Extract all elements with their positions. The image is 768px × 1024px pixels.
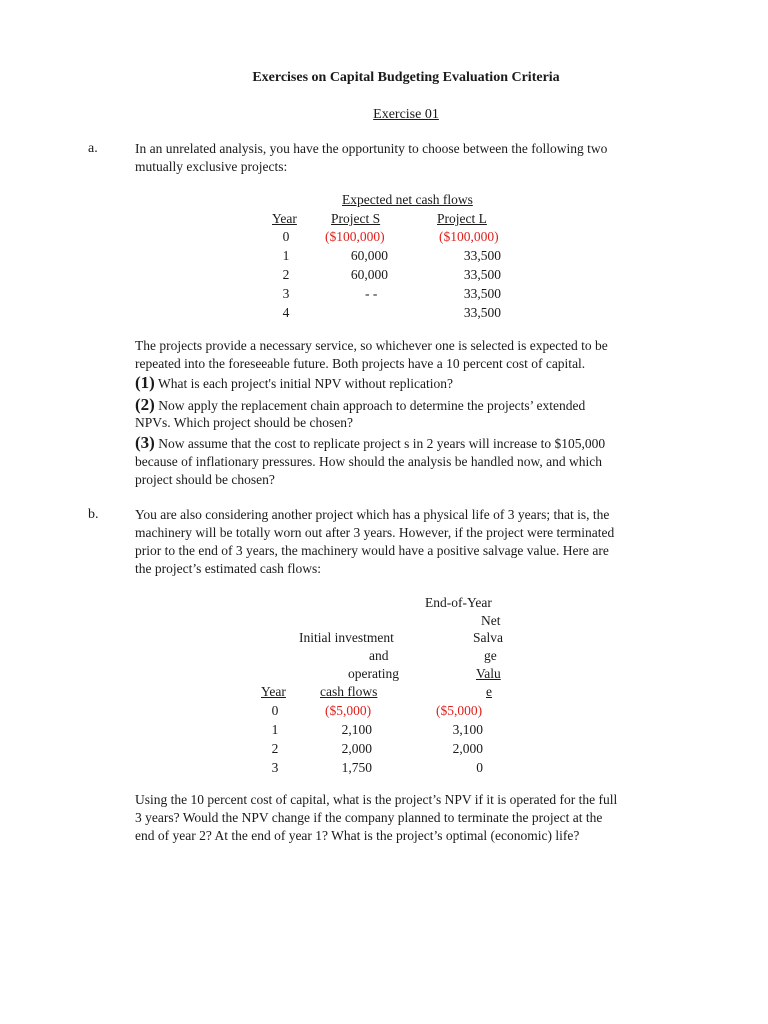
exercise-label: Exercise 01 xyxy=(373,107,439,122)
question-1-text: What is each project's initial NPV without replication? xyxy=(154,376,453,391)
table-row-year: 1 xyxy=(282,248,290,263)
table-row-salvage: 2,000 xyxy=(452,741,483,756)
table-row-cash-flow: 2,000 xyxy=(341,741,372,756)
header-e: e xyxy=(486,684,492,699)
header-net: Net xyxy=(481,613,501,628)
table-row-project-s: ($100,000) xyxy=(325,229,385,244)
part-a-marker: a. xyxy=(88,141,98,156)
part-a-intro-line2: mutually exclusive projects: xyxy=(135,159,288,174)
group-header: Expected net cash flows xyxy=(342,192,473,207)
part-a-body-line2: repeated into the foreseeable future. Both projects have a 10 percent cost of capital. xyxy=(135,356,586,371)
table-row-year: 3 xyxy=(271,760,279,775)
col-year-header: Year xyxy=(272,211,297,226)
table-row-project-s: 60,000 xyxy=(350,267,388,282)
col-project-l-header: Project L xyxy=(437,211,487,226)
header-end-of-year: End-of-Year xyxy=(425,595,492,610)
table-row-cash-flow: 2,100 xyxy=(341,722,372,737)
table-row-project-l: 33,500 xyxy=(463,305,501,320)
table-row-year: 2 xyxy=(282,267,290,282)
part-b-intro-line2: machinery will be totally worn out after 3 years. However, if the project were terminated xyxy=(135,525,615,540)
table-row-year: 0 xyxy=(271,703,279,718)
part-b-intro-line1: You are also considering another project which has a physical life of 3 years; that is, the xyxy=(135,507,610,522)
document-title: Exercises on Capital Budgeting Evaluation Criteria xyxy=(252,70,560,85)
header-operating: operating xyxy=(348,666,399,681)
table-row-project-l: 33,500 xyxy=(463,267,501,282)
part-b-intro-line4: the project’s estimated cash flows: xyxy=(135,561,321,576)
part-b-question-line3: end of year 2? At the end of year 1? What is the project’s optimal (economic) life? xyxy=(135,828,580,843)
question-1-number: (1) xyxy=(135,373,155,392)
question-2-number: (2) xyxy=(135,395,155,414)
header-initial-investment: Initial investment xyxy=(299,630,394,645)
question-3-number: (3) xyxy=(135,433,155,452)
part-a-intro-line1: In an unrelated analysis, you have the opportunity to choose between the following two xyxy=(135,141,608,156)
header-valu: Valu xyxy=(476,666,501,681)
table-row-year: 4 xyxy=(282,305,290,320)
question-2-text: Now apply the replacement chain approach to determine the projects’ extended xyxy=(154,398,586,413)
question-2 xyxy=(135,395,585,415)
col-project-s-header: Project S xyxy=(331,211,381,226)
table-row-project-s: - - xyxy=(365,286,378,301)
question-3-text: Now assume that the cost to replicate project s in 2 years will increase to $105,000 xyxy=(154,436,606,451)
part-b-marker: b. xyxy=(88,507,99,522)
table-row-year: 1 xyxy=(271,722,279,737)
question-1 xyxy=(135,373,453,393)
col-year-header: Year xyxy=(261,684,286,699)
table-row-project-l: 33,500 xyxy=(463,286,501,301)
table-row-project-l: 33,500 xyxy=(463,248,501,263)
table-row-project-s: 60,000 xyxy=(350,248,388,263)
table-row-salvage: 3,100 xyxy=(452,722,483,737)
table-row-cash-flow: ($5,000) xyxy=(325,703,372,718)
header-salva: Salva xyxy=(473,630,503,645)
part-a-body-line1: The projects provide a necessary service, so whichever one is selected is expected to be xyxy=(135,338,608,353)
table-row-salvage: 0 xyxy=(476,760,483,775)
part-b-intro-line3: prior to the end of 3 years, the machinery would have a positive salvage value. Here are xyxy=(135,543,609,558)
table-row-cash-flow: 1,750 xyxy=(341,760,372,775)
table-row-year: 3 xyxy=(282,286,290,301)
question-3-line3: project should be chosen? xyxy=(135,472,275,487)
question-2-line2: NPVs. Which project should be chosen? xyxy=(135,415,353,430)
question-3-line2: because of inflationary pressures. How should the analysis be handled now, and which xyxy=(135,454,603,469)
header-cash-flows: cash flows xyxy=(320,684,378,699)
header-ge: ge xyxy=(484,648,497,663)
table-row-year: 0 xyxy=(282,229,290,244)
part-b-question-line2: 3 years? Would the NPV change if the company planned to terminate the project at the xyxy=(135,810,603,825)
header-and: and xyxy=(369,648,389,663)
question-3 xyxy=(135,433,605,453)
table-row-year: 2 xyxy=(271,741,279,756)
table-row-project-l: ($100,000) xyxy=(439,229,499,244)
table-row-salvage: ($5,000) xyxy=(436,703,483,718)
part-b-question-line1: Using the 10 percent cost of capital, what is the project’s NPV if it is operated for the full xyxy=(135,792,618,807)
